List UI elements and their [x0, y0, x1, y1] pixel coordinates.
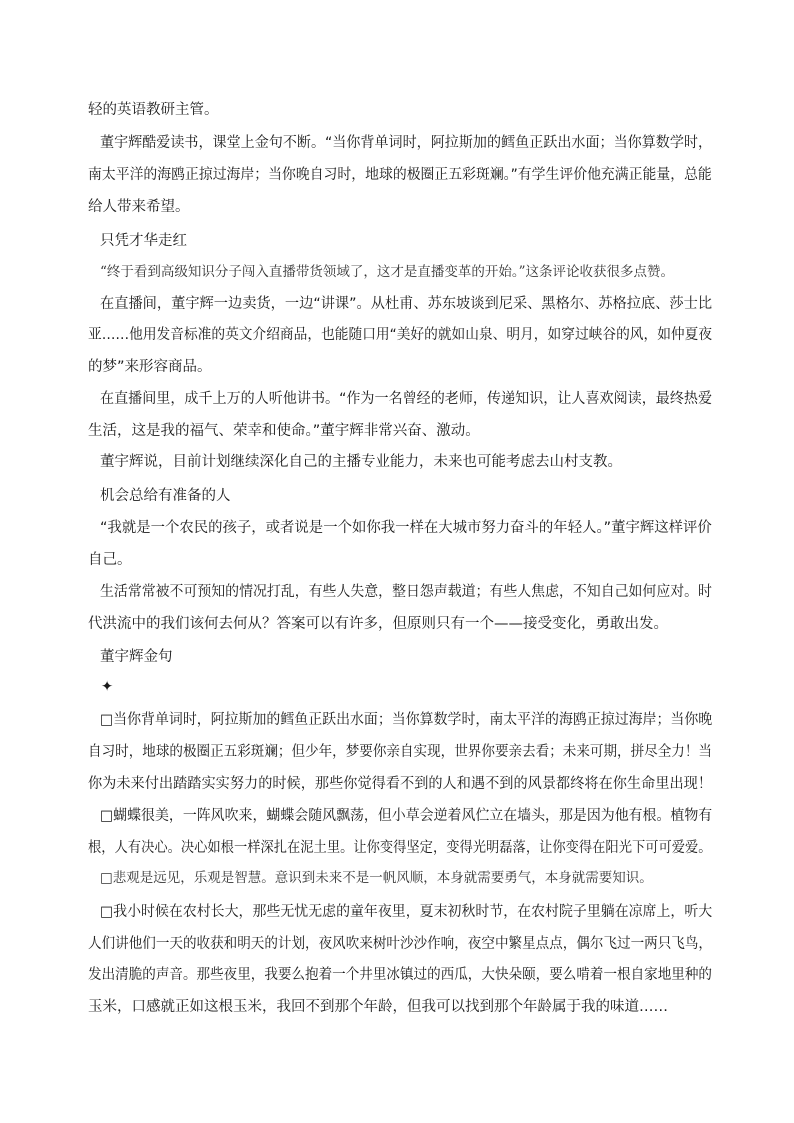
- quote-item-line: 你为未来付出踏踏实实努力的时候，那些你觉得看不到的人和遇不到的风景都终将在你生命里出现！: [88, 776, 713, 792]
- paragraph-line: 生活常常被不可预知的情况打乱，有些人失意，整日怨声载道；有些人焦虑，不知自己如何应对。时: [100, 584, 712, 600]
- quote-item-line: 发出清脆的声音。那些夜里，我要么抱着一个井里冰镇过的西瓜，大快朵颐，要么啃着一根自家地里种的: [88, 967, 712, 983]
- section-heading: 机会总给有准备的人: [100, 488, 231, 504]
- quote-item-line: □当你背单词时，阿拉斯加的鳕鱼正跃出水面；当你算数学时，南太平洋的海鸥正掠过海岸；当你晚: [100, 712, 713, 728]
- paragraph-line: 自己。: [88, 552, 132, 568]
- paragraph-line: 董宇辉说，目前计划继续深化自己的主播专业能力，未来也可能考虑去山村支教。: [100, 454, 622, 470]
- text-line: 轻的英语教研主管。: [88, 102, 219, 118]
- quote-item-line: 自习时，地球的极圈正五彩斑斓；但少年，梦要你亲自实现，世界你要亲去看；未来可期，拼尽全力！当: [88, 744, 712, 760]
- quote-item-line: 根，人有决心。决心如根一样深扎在泥土里。让你变得坚定，变得光明磊落，让你变得在阳光下可可爱爱。: [88, 840, 712, 856]
- paragraph-line: 代洪流中的我们该何去何从？答案可以有许多，但原则只有一个——接受变化，勇敢出发。: [88, 616, 668, 632]
- section-heading: 董宇辉金句: [100, 649, 173, 665]
- quote-item-line: □悲观是远见，乐观是智慧。意识到未来不是一帆风顺，本身就需要勇气，本身就需要知识。: [100, 870, 653, 886]
- quote-item-line: 玉米，口感就正如这根玉米，我回不到那个年龄，但我可以找到那个年龄属于我的味道……: [88, 999, 668, 1015]
- paragraph-line: 在直播间里，成千上万的人听他讲书。“作为一名曾经的老师，传递知识，让人喜欢阅读，最终热爱: [100, 391, 713, 407]
- paragraph-line: 在直播间，董宇辉一边卖货，一边“讲课”。从杜甫、苏东坡谈到尼采、黑格尔、苏格拉底、莎士比: [100, 296, 713, 312]
- section-heading: 只凭才华走红: [100, 233, 187, 249]
- paragraph-line: “我就是一个农民的孩子，或者说是一个如你我一样在大城市努力奋斗的年轻人。”董宇辉这样评价: [100, 520, 712, 536]
- paragraph-line: 生活，这是我的福气、荣幸和使命。”董宇辉非常兴奋、激动。: [88, 423, 480, 439]
- paragraph-line: 董宇辉酷爱读书，课堂上金句不断。“当你背单词时，阿拉斯加的鳕鱼正跃出水面；当你算数学时，: [100, 135, 713, 151]
- quote-item-line: 人们讲他们一天的收获和明天的计划，夜风吹来树叶沙沙作响，夜空中繁星点点，偶尔飞过一两只飞鸟，: [88, 936, 712, 952]
- paragraph-line: 亚……他用发音标准的英文介绍商品，也能随口用“美好的就如山泉、明月，如穿过峡谷的风，如仲夏夜: [88, 327, 713, 343]
- paragraph-line: 给人带来希望。: [88, 199, 190, 215]
- paragraph-line: 南太平洋的海鸥正掠过海岸；当你晚自习时，地球的极圈正五彩斑斓。”有学生评价他充满正能量，总能: [88, 167, 712, 183]
- quote-item-line: □蝴蝶很美，一阵风吹来，蝴蝶会随风飘荡，但小草会逆着风伫立在墙头，那是因为他有根。植物有: [100, 808, 713, 824]
- star-icon: ✦: [101, 679, 114, 695]
- quote-item-line: □我小时候在农村长大，那些无忧无虑的童年夜里，夏末初秋时节，在农村院子里躺在凉席上，听大: [100, 904, 713, 920]
- quote-line: “终于看到高级知识分子闯入直播带货领域了，这才是直播变革的开始。”这条评论收获很多点赞。: [100, 264, 675, 280]
- paragraph-line: 的梦”来形容商品。: [88, 359, 212, 375]
